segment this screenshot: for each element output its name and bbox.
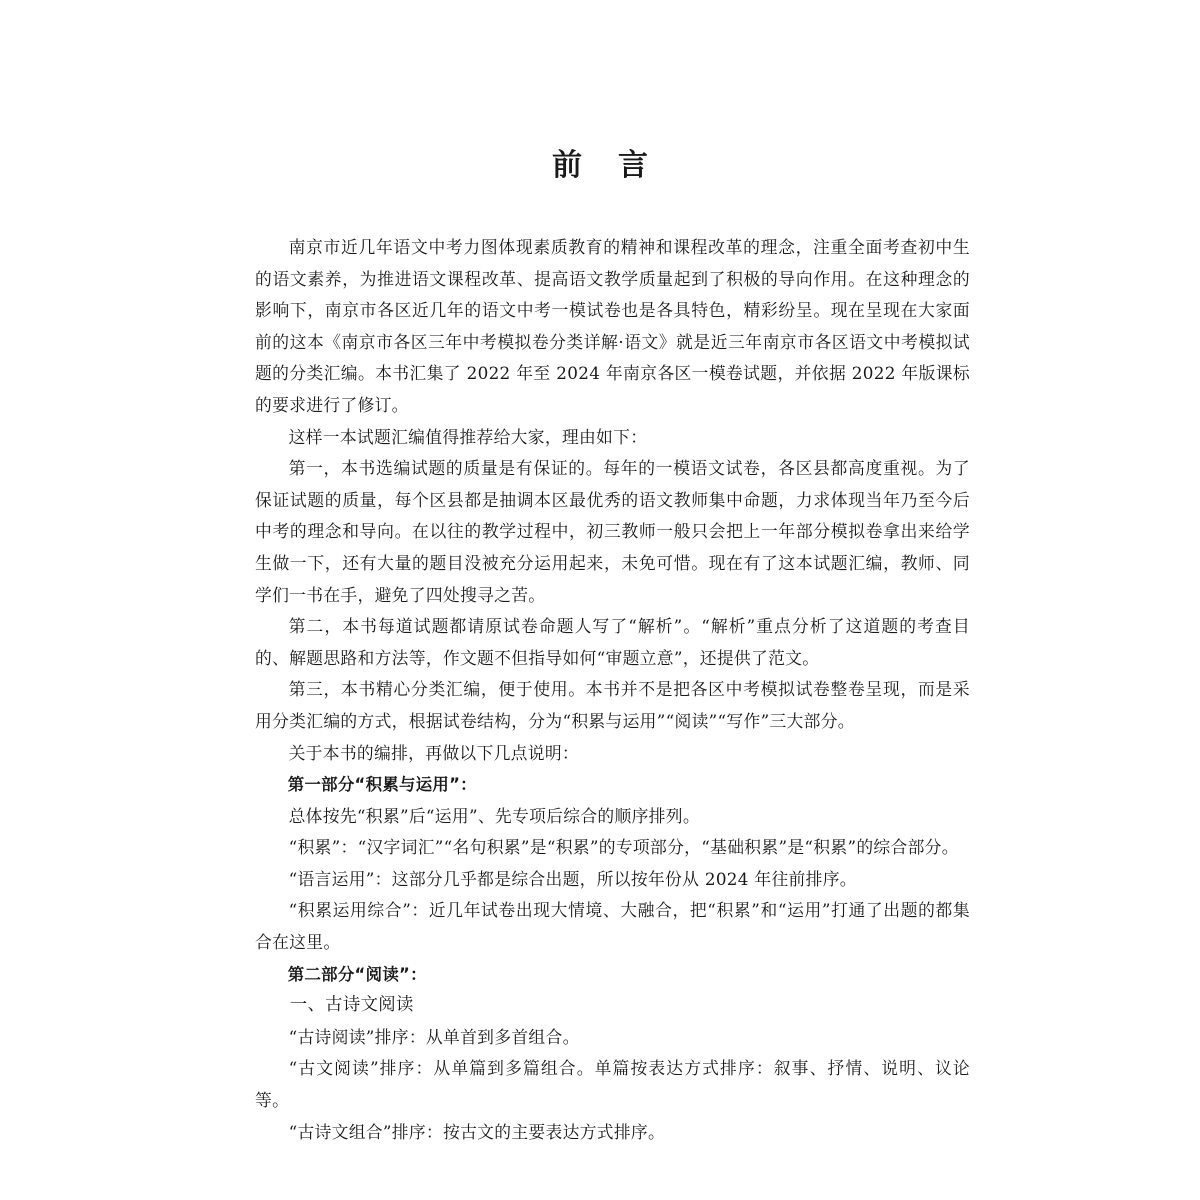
page-title: 前言 [552, 148, 684, 183]
part1-line: 总体按先“积累”后“运用”、先专项后综合的顺序排列。 [288, 805, 700, 826]
part1-line: “语言运用”：这部分几乎都是综合出题，所以按年份从 2024 年往前排序。 [288, 868, 857, 889]
paragraph-reason-2: 第二，本书每道试题都请原试卷命题人写了“解析”。“解析”重点分析了这道题的考查目的、解题思路和方法等，作文题不但指导如何“审题立意”，还提供了范文。 [255, 616, 970, 668]
part1-line: “积累运用综合”：近几年试卷出现大情境、大融合，把“积累”和“运用”打通了出题的都集合在这里。 [255, 900, 970, 953]
part2-line: “古诗文组合”排序：按古文的主要表达方式排序。 [288, 1121, 666, 1142]
part2-line: “古文阅读”排序：从单篇到多篇组合。单篇按表达方式排序：叙事、抒情、说明、议论等。 [255, 1058, 970, 1111]
paragraph-reason-3: 第三，本书精心分类汇编，便于使用。本书并不是把各区中考模拟试卷整卷呈现，而是采用分类汇编的方式，根据试卷结构，分为“积累与运用”“阅读”“写作”三大部分。 [255, 679, 970, 731]
paragraph-reason-1: 第一，本书选编试题的质量是有保证的。每年的一模语文试卷，各区县都高度重视。为了保证试题的质量，每个区县都是抽调本区最优秀的语文教师集中命题，力求体现当年乃至今后中考的理念和导向。在以往的教学过程中，初三教师一般只会把上一年部分模拟卷拿出来给学生做一下，还有大量的题目没被充分运用起来，未免可惜。现在有了这本试题汇编，教师、同学们一书在手，避免了四处搜寻之苦。 [255, 458, 970, 605]
part2-subheading: 一、古诗文阅读 [289, 995, 414, 1016]
part1-line: “积累”：“汉字词汇”“名句积累”是“积累”的专项部分，“基础积累”是“积累”的综合部分。 [288, 837, 959, 858]
part2-line: “古诗阅读”排序：从单首到多首组合。 [288, 1026, 580, 1047]
paragraph-intro: 南京市近几年语文中考力图体现素质教育的精神和课程改革的理念，注重全面考查初中生的语文素养，为推进语文课程改革、提高语文教学质量起到了积极的导向作用。在这种理念的影响下，南京市各区近几年的语文中考一模试卷也是各具特色，精彩纷呈。现在呈现在大家面前的这本《南京市各区三年中考模拟卷分类详解·语文》就是近三年南京市各区语文中考模拟试题的分类汇编。本书汇集了 2022 年至 2024 年南京各区一模卷试题，并依据 2022 年版课标的要求进行了修订。 [255, 237, 970, 415]
part2-heading: 第二部分“阅读”： [287, 964, 427, 984]
document-body [255, 232, 970, 1148]
paragraph-layout-lead: 关于本书的编排，再做以下几点说明： [288, 742, 579, 763]
part1-heading: 第一部分“积累与运用”： [287, 775, 477, 795]
paragraph-reasons-lead: 这样一本试题汇编值得推荐给大家，理由如下： [288, 426, 648, 447]
